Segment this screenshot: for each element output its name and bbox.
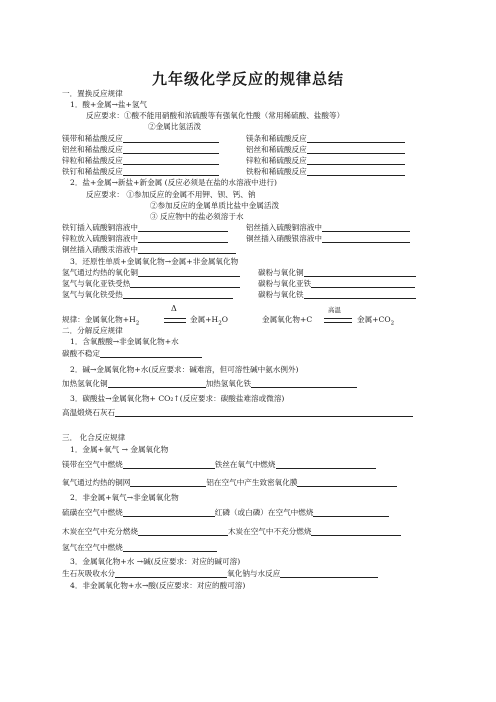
reaction-label: 铜丝插入硝酸汞溶液中 [62,245,138,254]
reaction-label: 木炭在空气中充分燃烧 [62,527,138,536]
reaction-row [62,145,219,154]
reaction-label: 铁粉和稀硫酸反应 [246,167,307,176]
section-heading-3: 三． 化合反应规律 [62,433,126,442]
reaction-label: 锌粒放入硫酸铜溶液中 [62,234,138,243]
reaction-label: 氧化钠与水反应 [227,569,281,578]
reaction-row [246,167,405,176]
rule-product-carbon: 金属$+CO_2$ [357,315,395,327]
reaction-row [62,379,357,388]
reaction-label: 生石灰吸收水分 [62,569,116,578]
answer-blank[interactable] [123,543,217,552]
reaction-label: 加热氢氧化铁 [205,379,252,388]
answer-blank[interactable] [307,145,405,154]
subheading-3-1: 1．金属+氧气 → 金属氧化物 [70,445,169,454]
answer-blank[interactable] [138,245,236,254]
reaction-label: 加热氢氧化铜 [62,379,108,388]
answer-blank[interactable] [108,379,206,388]
answer-blank[interactable] [138,268,240,277]
answer-blank[interactable] [123,508,215,517]
reaction-row [62,279,240,288]
reaction-label: 氧气通过灼热的铜网 [62,478,131,487]
rule-equation-carbon: 金属氧化物+C [262,315,313,324]
reaction-row [246,156,405,165]
subheading-2-2: 2．碱→金属氧化物+水(反应要求：碱难溶，但可溶性碱中氨水例外) [70,365,299,374]
answer-blank[interactable] [322,234,410,243]
answer-blank[interactable] [100,349,202,358]
answer-blank[interactable] [115,569,227,578]
reaction-label: 碳粉与氧化铁 [258,290,304,299]
reaction-row [62,223,228,232]
subheading-3-2: 2．非金属+氧气→非金属氧化物 [70,493,179,502]
subheading-3-4: 4．非金属氧化物+水→酸(反应要求：对应的酸可溶) [70,581,246,590]
reaction-label: 锌粒和稀硫酸反应 [246,156,307,165]
requirement-2: ②金属比氢活泼 [148,122,202,131]
answer-blank[interactable] [307,134,405,143]
reaction-label: 镁带在空气中燃烧 [62,460,123,469]
reaction-label: 铁钉和稀盐酸反应 [62,167,123,176]
reaction-row [246,145,405,154]
reaction-row [62,290,233,299]
answer-blank[interactable] [123,156,219,165]
subheading-1-2: 2．盐+金属→新盐+新金属 (反应必须是在盐的水溶液中进行) [70,178,277,187]
answer-blank[interactable] [130,279,240,288]
heat-symbol: Δ [171,304,177,313]
answer-blank[interactable] [280,569,378,578]
reaction-label: 高温煅烧石灰石 [62,408,116,417]
reaction-row [62,349,202,358]
equals-sign [324,318,352,323]
section-heading-1: 一．置换反应规律 [62,89,123,98]
requirement-4: ②参加反应的金属单质比盐中金属活泼 [150,201,280,210]
answer-blank[interactable] [138,234,228,243]
page-title: 九年级化学反应的规律总结 [151,70,344,88]
answer-blank[interactable] [322,223,410,232]
reaction-row [62,134,219,143]
reaction-label: 铝丝和稀盐酸反应 [62,145,123,154]
section-heading-2: 二．分解反应规律 [62,326,123,335]
answer-blank[interactable] [251,379,357,388]
answer-blank[interactable] [311,279,415,288]
reaction-row [62,408,413,417]
reaction-label: 铝在空气中产生致密氧化膜 [206,478,298,487]
reaction-label: 铝丝和稀硫酸反应 [246,145,307,154]
answer-blank[interactable] [123,134,219,143]
answer-blank[interactable] [123,290,233,299]
answer-blank[interactable] [276,460,376,469]
reaction-label: 铁丝在氧气中燃烧 [214,460,276,469]
reaction-row [258,268,416,277]
reaction-row [62,527,401,536]
subheading-1-1: 1．酸+金属→盐+氢气 [70,100,148,109]
answer-blank[interactable] [311,527,401,536]
reaction-label: 碳粉与氧化铜 [258,268,304,277]
answer-blank[interactable] [313,508,389,517]
answer-blank[interactable] [123,460,215,469]
reaction-row [62,245,236,254]
reaction-row [62,508,389,517]
answer-blank[interactable] [304,268,416,277]
reaction-label: 硫磺在空气中燃烧 [62,508,123,517]
reaction-label: 氢气在空气中燃烧 [62,543,123,552]
reaction-row [246,223,410,232]
answer-blank[interactable] [123,145,219,154]
subheading-3-3: 3．金属氧化物+水 →碱(反应要求：对应的碱可溶) [70,557,241,566]
reaction-label: 锌粒和稀盐酸反应 [62,156,123,165]
subheading-2-3: 3．碳酸盐→金属氧化物+ CO₂↑(反应要求：碳酸盐难溶或微溶) [70,394,285,403]
reaction-row [62,167,219,176]
reaction-label: 铜丝插入硝酸银溶液中 [246,234,322,243]
answer-blank[interactable] [123,167,219,176]
answer-blank[interactable] [138,527,228,536]
reaction-label: 氢气与氧化铁受热 [62,290,123,299]
reaction-row [62,569,378,578]
reaction-row [258,290,416,299]
reaction-row [246,234,410,243]
subheading-1-3: 3．还原性单质+金属氧化物→金属+非金属氧化物 [70,257,239,266]
reaction-row [62,543,217,552]
answer-blank[interactable] [297,478,397,487]
reaction-row [62,478,397,487]
reaction-row [258,279,415,288]
reaction-row [62,234,228,243]
reaction-label: 铝丝插入硫酸铜溶液中 [246,223,322,232]
reaction-label: 铁钉插入硫酸铜溶液中 [62,223,138,232]
reaction-label: 木炭在空气中不充分燃烧 [227,527,312,536]
reaction-label: 镁带和稀盐酸反应 [62,134,123,143]
reaction-label: 碳粉与氧化亚铁 [258,279,312,288]
answer-blank[interactable] [130,478,206,487]
rule-equation-hydrogen: 规律：金属氧化物$+H_2$ [62,315,140,327]
reaction-row [62,460,376,469]
answer-blank[interactable] [115,408,413,417]
equals-sign [164,318,186,323]
reaction-row [62,268,240,277]
requirement-3: 反应要求： ①参加反应的金属不用钾、钡、钙、钠 [86,190,256,199]
rule-product-hydrogen: 金属$+H_2O$ [190,315,228,327]
reaction-label: 碳酸不稳定 [62,349,100,358]
reaction-row [62,156,219,165]
reaction-label: 氢气通过灼热的氧化铜 [62,268,138,277]
high-temperature-label: 高温 [328,306,341,314]
requirement-5: ③ 反应物中的盐必须溶于水 [150,212,244,221]
reaction-row [246,134,405,143]
requirement-1: 反应要求：①酸不能用硝酸和浓硫酸等有强氧化性酸（常用稀硫酸、盐酸等） [86,111,345,120]
reaction-label: 红磷（或白磷）在空气中燃烧 [214,508,314,517]
answer-blank[interactable] [307,167,405,176]
subheading-2-1: 1．含氧酸酸→非金属氧化物+水 [70,337,179,346]
reaction-label: 镁条和稀硫酸反应 [246,134,307,143]
answer-blank[interactable] [138,223,228,232]
reaction-label: 氢气与氧化亚铁受热 [62,279,131,288]
answer-blank[interactable] [307,156,405,165]
answer-blank[interactable] [304,290,416,299]
